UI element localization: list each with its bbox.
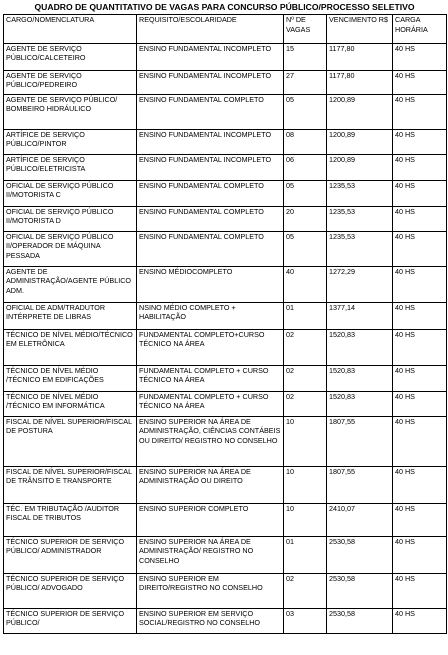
- cell-requisito: ENSINO FUNDAMENTAL COMPLETO: [137, 95, 284, 130]
- cell-vencimento: 1177,80: [327, 44, 393, 71]
- cell-vencimento: 1272,29: [327, 267, 393, 303]
- table-row: [4, 417, 447, 467]
- cell-vagas: 01: [284, 303, 327, 330]
- table-header-row: [4, 15, 447, 44]
- cell-cargo: TÉCNICO SUPERIOR DE SERVIÇO PÚBLICO/ ADVOGADO: [4, 574, 137, 609]
- cell-carga: 40 HS: [393, 574, 447, 609]
- cell-requisito: FUNDAMENTAL COMPLETO+CURSO TÉCNICO NA ÁREA: [137, 330, 284, 366]
- cell-vagas: 27: [284, 71, 327, 95]
- cell-vagas: 20: [284, 207, 327, 232]
- table-row: [4, 504, 447, 537]
- cell-vencimento: 2530,58: [327, 574, 393, 609]
- cell-requisito: ENSINO SUPERIOR NA ÁREA DE ADMINISTRAÇÃO/ REGISTRO NO CONSELHO: [137, 537, 284, 574]
- cell-vagas: 02: [284, 574, 327, 609]
- table-row: [4, 609, 447, 634]
- cell-cargo: TÉC. EM TRIBUTAÇÃO /AUDITOR FISCAL DE TRIBUTOS: [4, 504, 137, 537]
- cell-carga: 40 HS: [393, 181, 447, 207]
- cell-carga: 40 HS: [393, 130, 447, 155]
- table-row: [4, 537, 447, 574]
- cell-requisito: ENSINO FUNDAMENTAL COMPLETO: [137, 232, 284, 267]
- table-row: [4, 467, 447, 504]
- cell-vencimento: 1520,83: [327, 366, 393, 392]
- cell-cargo: TÉCNICO SUPERIOR DE SERVIÇO PÚBLICO/ ADMINISTRADOR: [4, 537, 137, 574]
- cell-requisito: ENSINO FUNDAMENTAL INCOMPLETO: [137, 130, 284, 155]
- cell-vencimento: 1235,53: [327, 181, 393, 207]
- cell-requisito: ENSINO SUPERIOR NA ÁREA DE ADMINISTRAÇÃO OU DIREITO: [137, 467, 284, 504]
- cell-vencimento: 1235,53: [327, 207, 393, 232]
- table-row: [4, 392, 447, 417]
- cell-cargo: TÉCNICO DE NÍVEL MÉDIO /TÉCNICO EM INFORMÁTICA: [4, 392, 137, 417]
- cell-vagas: 10: [284, 467, 327, 504]
- table-row: [4, 181, 447, 207]
- cell-vagas: 01: [284, 537, 327, 574]
- cell-requisito: FUNDAMENTAL COMPLETO + CURSO TÉCNICO NA ÁREA: [137, 366, 284, 392]
- table-body: [4, 44, 447, 634]
- table-row: [4, 155, 447, 181]
- table-row: [4, 267, 447, 303]
- cell-requisito: FUNDAMENTAL COMPLETO + CURSO TÉCNICO NA ÁREA: [137, 392, 284, 417]
- cell-vencimento: 2530,58: [327, 537, 393, 574]
- cell-cargo: ARTÍFICE DE SERVIÇO PÚBLICO/PINTOR: [4, 130, 137, 155]
- cell-vencimento: 1235,53: [327, 232, 393, 267]
- cell-carga: 40 HS: [393, 417, 447, 467]
- cell-cargo: AGENTE DE SERVIÇO PÚBLICO/CALCETEIRO: [4, 44, 137, 71]
- cell-requisito: ENSINO FUNDAMENTAL INCOMPLETO: [137, 44, 284, 71]
- cell-vagas: 05: [284, 95, 327, 130]
- cell-vagas: 08: [284, 130, 327, 155]
- cell-carga: 40 HS: [393, 392, 447, 417]
- cell-cargo: TÉCNICO DE NÍVEL MÉDIO /TÉCNICO EM EDIFICAÇÕES: [4, 366, 137, 392]
- cell-carga: 40 HS: [393, 267, 447, 303]
- table-row: [4, 366, 447, 392]
- cell-cargo: OFICIAL DE ADM/TRADUTOR INTÉRPRETE DE LIBRAS: [4, 303, 137, 330]
- cell-requisito: ENSINO SUPERIOR EM DIREITO/REGISTRO NO CONSELHO: [137, 574, 284, 609]
- cell-requisito: ENSINO FUNDAMENTAL INCOMPLETO: [137, 155, 284, 181]
- cell-cargo: TÉCNICO DE NÍVEL MÉDIO/TÉCNICO EM ELETRÔNICA: [4, 330, 137, 366]
- cell-vagas: 05: [284, 232, 327, 267]
- cell-vencimento: 1807,55: [327, 417, 393, 467]
- cell-vencimento: 2530,58: [327, 609, 393, 634]
- cell-cargo: OFICIAL DE SERVIÇO PÚBLICO II/MOTORISTA D: [4, 207, 137, 232]
- cell-vencimento: 1520,83: [327, 392, 393, 417]
- cell-vagas: 02: [284, 392, 327, 417]
- cell-carga: 40 HS: [393, 71, 447, 95]
- table-row: [4, 95, 447, 130]
- cell-vagas: 05: [284, 181, 327, 207]
- table-row: [4, 574, 447, 609]
- header-vagas: Nº DE VAGAS: [284, 15, 327, 44]
- cell-vencimento: 1177,80: [327, 71, 393, 95]
- cell-cargo: TÉCNICO SUPERIOR DE SERVIÇO PÚBLICO/: [4, 609, 137, 634]
- table-row: [4, 44, 447, 71]
- cell-vagas: 02: [284, 330, 327, 366]
- document: [3, 0, 446, 634]
- cell-cargo: AGENTE DE SERVIÇO PÚBLICO/PEDREIRO: [4, 71, 137, 95]
- cell-requisito: NSINO MÉDIO COMPLETO + HABILITAÇÃO: [137, 303, 284, 330]
- header-carga: CARGA HORÁRIA: [393, 15, 447, 44]
- cell-carga: 40 HS: [393, 537, 447, 574]
- cell-vagas: 06: [284, 155, 327, 181]
- cell-carga: 40 HS: [393, 366, 447, 392]
- header-cargo: CARGO/NOMENCLATURA: [4, 15, 137, 44]
- table-row: [4, 207, 447, 232]
- cell-cargo: OFICIAL DE SERVIÇO PÚBLICO II/MOTORISTA C: [4, 181, 137, 207]
- cell-carga: 40 HS: [393, 155, 447, 181]
- cell-requisito: ENSINO FUNDAMENTAL COMPLETO: [137, 207, 284, 232]
- cell-cargo: ARTÍFICE DE SERVIÇO PÚBLICO/ELETRICISTA: [4, 155, 137, 181]
- cell-vagas: 10: [284, 417, 327, 467]
- table-row: [4, 71, 447, 95]
- cell-carga: 40 HS: [393, 467, 447, 504]
- table-row: [4, 303, 447, 330]
- cell-vencimento: 1200,89: [327, 95, 393, 130]
- cell-carga: 40 HS: [393, 207, 447, 232]
- cell-cargo: FISCAL DE NÍVEL SUPERIOR/FISCAL DE POSTURA: [4, 417, 137, 467]
- cell-vencimento: 1200,89: [327, 130, 393, 155]
- cell-carga: 40 HS: [393, 44, 447, 71]
- cell-carga: 40 HS: [393, 504, 447, 537]
- cell-carga: 40 HS: [393, 95, 447, 130]
- table-row: [4, 130, 447, 155]
- cell-requisito: ENSINO SUPERIOR NA ÁREA DE ADMINISTRAÇÃO, CIÊNCIAS CONTÁBEIS OU DIREITO/ REGISTRO NO CONSELHO: [137, 417, 284, 467]
- cell-cargo: AGENTE DE SERVIÇO PÚBLICO/ BOMBEIRO HIDRÁULICO: [4, 95, 137, 130]
- cell-vagas: 10: [284, 504, 327, 537]
- cell-cargo: OFICIAL DE SERVIÇO PÚBLICO II/OPERADOR DE MÁQUINA PESSADA: [4, 232, 137, 267]
- cell-vagas: 03: [284, 609, 327, 634]
- cell-cargo: AGENTE DE ADMINISTRAÇÃO/AGENTE PÚBLICO ADM.: [4, 267, 137, 303]
- header-requisito: REQUISITO/ESCOLARIDADE: [137, 15, 284, 44]
- cell-vencimento: 2410,07: [327, 504, 393, 537]
- cell-vencimento: 1520,83: [327, 330, 393, 366]
- cell-requisito: ENSINO FUNDAMENTAL INCOMPLETO: [137, 71, 284, 95]
- cell-requisito: ENSINO SUPERIOR COMPLETO: [137, 504, 284, 537]
- cell-carga: 40 HS: [393, 609, 447, 634]
- cell-carga: 40 HS: [393, 232, 447, 267]
- vacancies-table: [3, 14, 447, 634]
- cell-carga: 40 HS: [393, 303, 447, 330]
- document-title: QUADRO DE QUANTITATIVO DE VAGAS PARA CONCURSO PÚBLICO/PROCESSO SELETIVO: [34, 2, 415, 12]
- cell-vagas: 15: [284, 44, 327, 71]
- table-row: [4, 330, 447, 366]
- cell-carga: 40 HS: [393, 330, 447, 366]
- cell-requisito: ENSINO FUNDAMENTAL COMPLETO: [137, 181, 284, 207]
- table-row: [4, 232, 447, 267]
- cell-requisito: ENSINO SUPERIOR EM SERVIÇO SOCIAL/REGISTRO NO CONSELHO: [137, 609, 284, 634]
- cell-vagas: 40: [284, 267, 327, 303]
- header-vencimento: VENCIMENTO R$: [327, 15, 393, 44]
- cell-requisito: ENSINO MÉDIOCOMPLETO: [137, 267, 284, 303]
- cell-vagas: 02: [284, 366, 327, 392]
- cell-vencimento: 1807,55: [327, 467, 393, 504]
- cell-cargo: FISCAL DE NÍVEL SUPERIOR/FISCAL DE TRÂNSITO E TRANSPORTE: [4, 467, 137, 504]
- cell-vencimento: 1200,89: [327, 155, 393, 181]
- cell-vencimento: 1377,14: [327, 303, 393, 330]
